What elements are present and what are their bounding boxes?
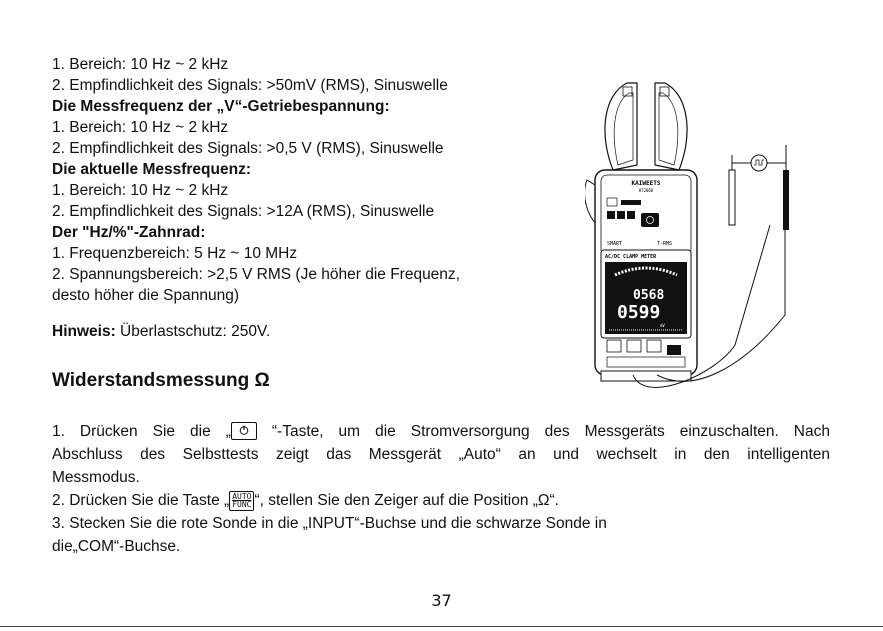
subheading-v-frequency: Die Messfrequenz der „V“-Getriebespannung:: [52, 98, 390, 115]
line-2: 2. Empfindlichkeit des Signals: >50mV (RMS), Sinuswelle: [52, 77, 448, 94]
line-8: 2. Empfindlichkeit des Signals: >12A (RMS), Sinuswelle: [52, 203, 435, 220]
note-text: Überlastschutz: 250V.: [115, 323, 271, 340]
step-1-line-2: Abschluss des Selbsttests zeigt das Messgerät „Auto“ an und wechselt in den intelligenten: [52, 446, 830, 463]
power-key-icon: [231, 422, 257, 440]
meter-reading-top: 0568: [633, 288, 665, 303]
meter-brand: KAIWEETS: [631, 180, 661, 187]
note: [52, 322, 270, 342]
meter-panel-title: AC/DC CLAMP METER: [605, 254, 657, 260]
line-5: 2. Empfindlichkeit des Signals: >0,5 V (RMS), Sinuswelle: [52, 140, 444, 157]
meter-model: HT206D: [638, 188, 654, 193]
line-12: desto höher die Spannung): [52, 287, 240, 304]
subheading-hz-percent: Der "Hz/%"-Zahnrad:: [52, 224, 206, 241]
meter-trms: T-RMS: [657, 241, 673, 247]
meter-unit: mV: [660, 323, 665, 328]
steps: [52, 420, 830, 558]
step-3-line-1: 3. Stecken Sie die rote Sonde in die „INPUT“-Buchse und die schwarze Sonde in: [52, 515, 607, 532]
line-11: 2. Spannungsbereich: >2,5 V RMS (Je höher die Frequenz,: [52, 266, 460, 283]
line-4: 1. Bereich: 10 Hz ~ 2 kHz: [52, 119, 229, 136]
line-10: 1. Frequenzbereich: 5 Hz ~ 10 MHz: [52, 245, 298, 262]
note-label: Hinweis:: [52, 323, 116, 340]
meter-reading-main: 0599: [617, 302, 661, 323]
meter-smart: SMART: [607, 241, 623, 247]
step-1-line-3: Messmodus.: [52, 469, 140, 486]
auto-func-key-icon: AUTO FUNC: [229, 491, 254, 511]
line-7: 1. Bereich: 10 Hz ~ 2 kHz: [52, 182, 229, 199]
step-2: 2. Drücken Sie die Taste „ AUTO FUNC “, stellen Sie den Zeiger auf die Position „Ω“.: [52, 491, 559, 509]
page-number: 37: [431, 591, 452, 610]
step-1-line-1: 1. Drücken Sie die „ “-Taste, um die Stromversorgung des Messgeräts einzuschalten. Nach: [52, 423, 830, 440]
subheading-current-frequency: Die aktuelle Messfrequenz:: [52, 161, 251, 178]
section-heading: Widerstandsmessung Ω: [52, 370, 270, 391]
step-3-line-2: die„COM“-Buchse.: [52, 538, 181, 555]
page-divider: [0, 626, 883, 627]
clamp-meter-illustration: [585, 75, 810, 395]
line-1: 1. Bereich: 10 Hz ~ 2 kHz: [52, 56, 229, 73]
